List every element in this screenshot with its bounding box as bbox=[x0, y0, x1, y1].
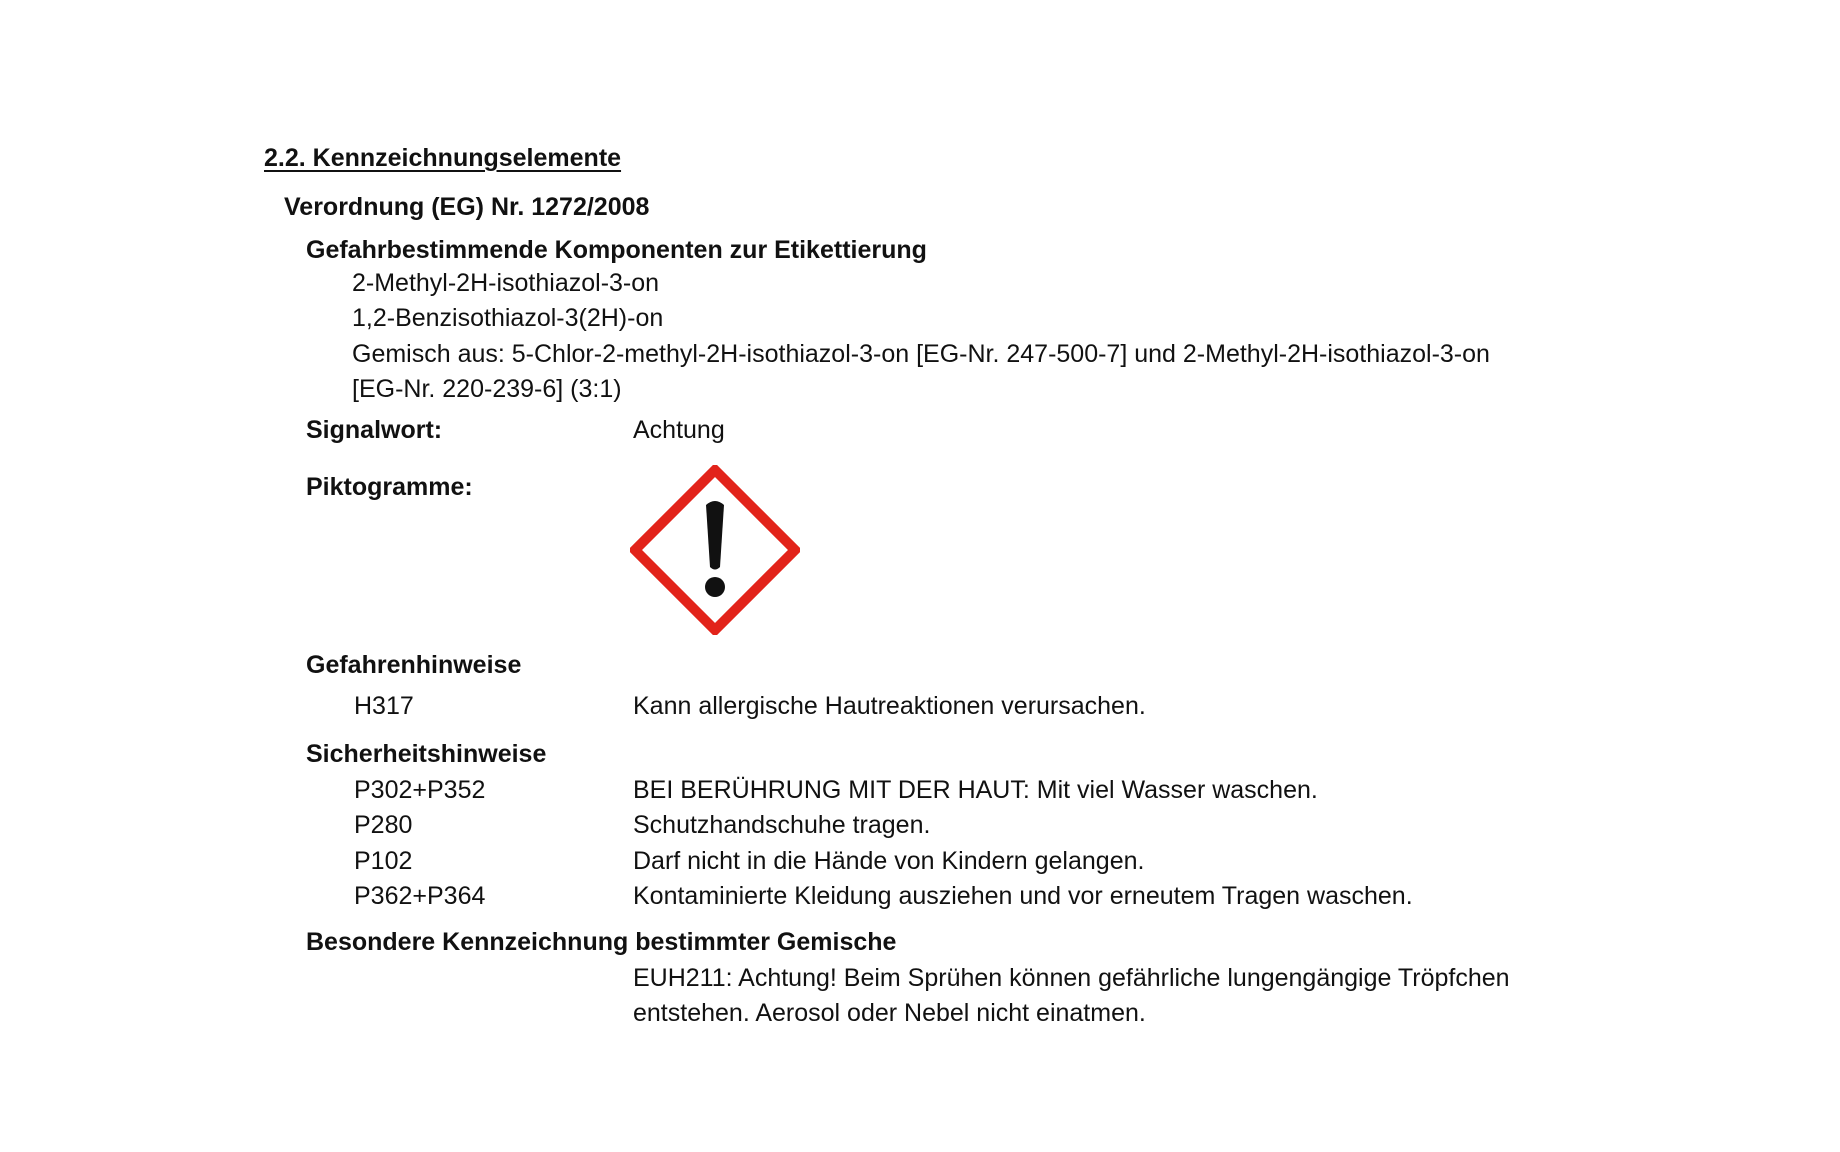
precaution-text: Kontaminierte Kleidung ausziehen und vor erneutem Tragen waschen. bbox=[633, 882, 1413, 910]
precaution-text: Schutzhandschuhe tragen. bbox=[633, 811, 931, 839]
special-labelling-heading: Besondere Kennzeichnung bestimmter Gemische bbox=[306, 928, 897, 956]
hazard-statements-heading: Gefahrenhinweise bbox=[306, 651, 522, 679]
components-heading: Gefahrbestimmende Komponenten zur Etikettierung bbox=[306, 236, 927, 264]
precaution-code: P302+P352 bbox=[354, 776, 486, 804]
pictograms-label: Piktogramme: bbox=[306, 473, 473, 501]
signal-word-label: Signalwort: bbox=[306, 416, 443, 444]
precaution-code: P362+P364 bbox=[354, 882, 486, 910]
hazard-code: H317 bbox=[354, 692, 414, 720]
signal-word-value: Achtung bbox=[633, 416, 725, 444]
precaution-code: P280 bbox=[354, 811, 413, 839]
precaution-text: Darf nicht in die Hände von Kindern gelangen. bbox=[633, 847, 1145, 875]
precautionary-statements-heading: Sicherheitshinweise bbox=[306, 740, 547, 768]
special-labelling-text: EUH211: Achtung! Beim Sprühen können gefährliche lungengängige Tröpfchen bbox=[633, 964, 1510, 992]
ghs07-exclamation-mark-icon bbox=[630, 465, 800, 635]
exclamation-dot bbox=[705, 577, 725, 597]
precaution-text: BEI BERÜHRUNG MIT DER HAUT: Mit viel Wasser waschen. bbox=[633, 776, 1318, 804]
hazard-text: Kann allergische Hautreaktionen verursachen. bbox=[633, 692, 1146, 720]
component-item: 1,2-Benzisothiazol-3(2H)-on bbox=[352, 304, 664, 332]
section-title: 2.2. Kennzeichnungselemente bbox=[264, 144, 622, 172]
component-item: Gemisch aus: 5-Chlor-2-methyl-2H-isothiazol-3-on [EG-Nr. 247-500-7] und 2-Methyl-2H-isothiazol-3-on bbox=[352, 340, 1490, 368]
precaution-code: P102 bbox=[354, 847, 413, 875]
special-labelling-text: entstehen. Aerosol oder Nebel nicht einatmen. bbox=[633, 999, 1146, 1027]
regulation-heading: Verordnung (EG) Nr. 1272/2008 bbox=[284, 193, 650, 221]
component-item: [EG-Nr. 220-239-6] (3:1) bbox=[352, 375, 622, 403]
component-item: 2-Methyl-2H-isothiazol-3-on bbox=[352, 269, 660, 297]
